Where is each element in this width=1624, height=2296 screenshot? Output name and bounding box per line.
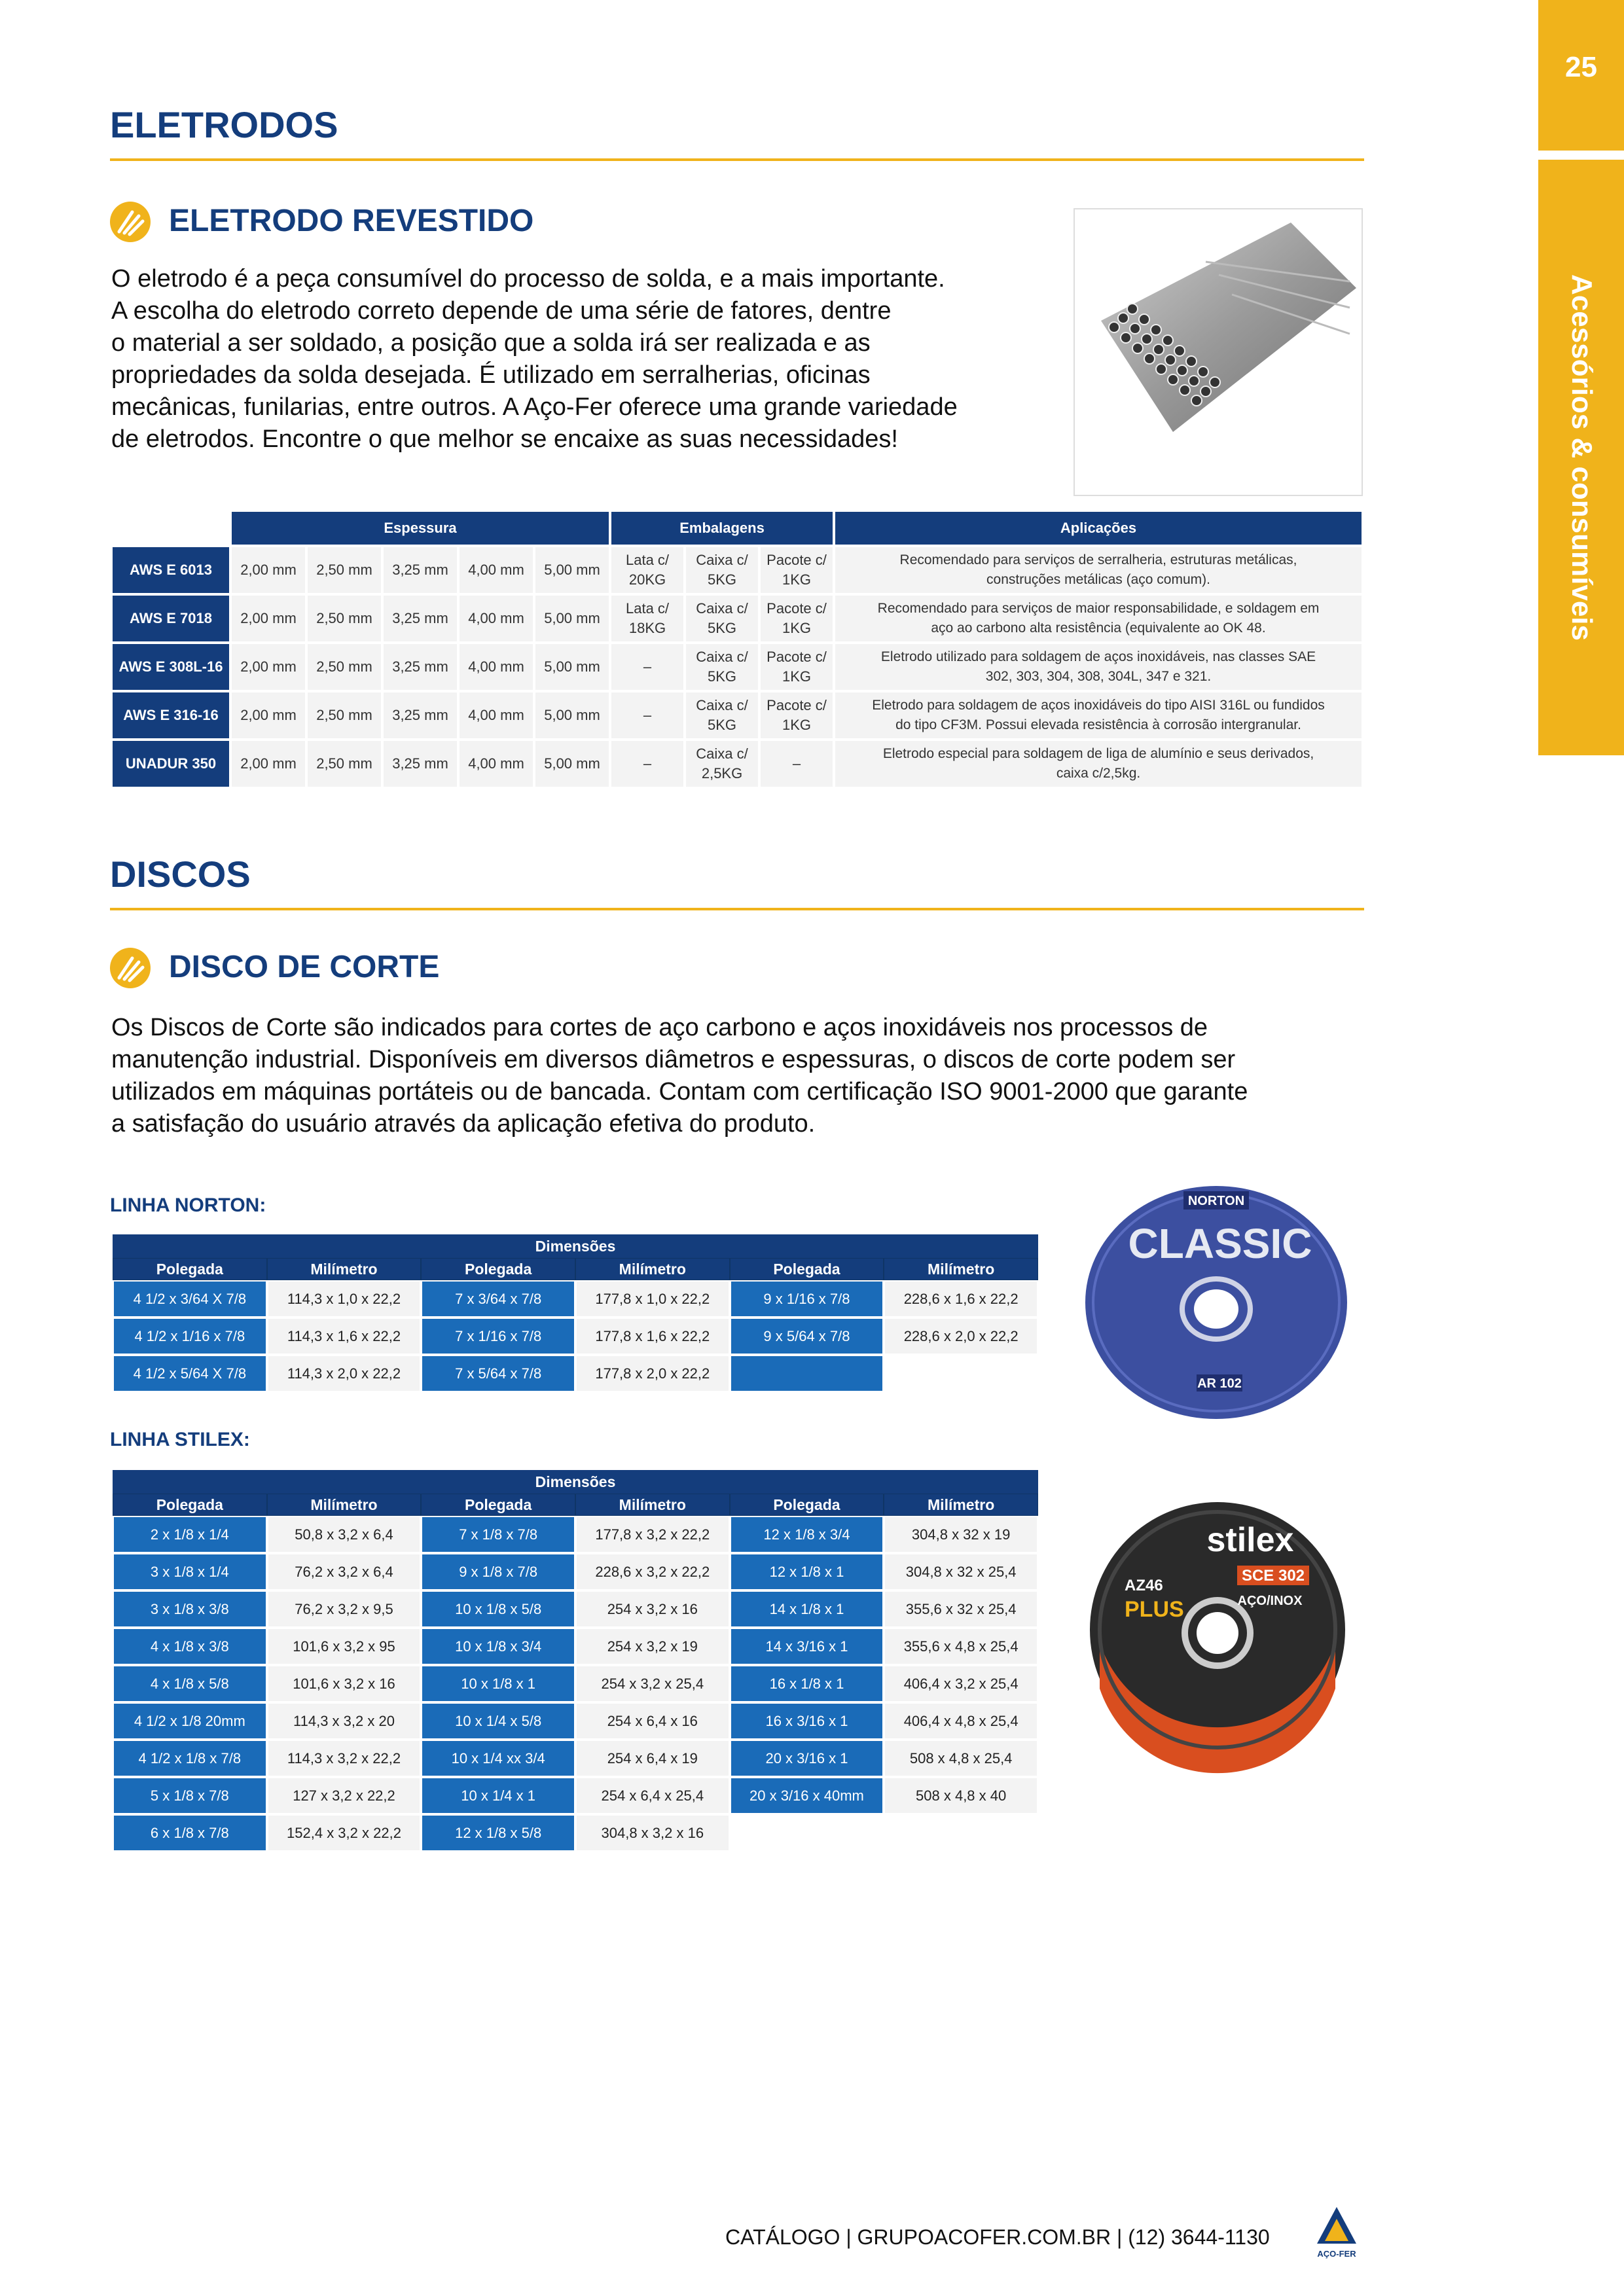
eletrodo-line: o material a ser soldado, a posição que a solda irá ser realizada e as bbox=[111, 329, 871, 357]
polegada-cell: 10 x 1/8 x 5/8 bbox=[421, 1590, 575, 1628]
eletrodo-line: mecânicas, funilarias, entre outros. A Aço-Fer oferece uma grande variedade bbox=[111, 393, 958, 421]
eletrodo-description bbox=[111, 263, 1074, 456]
milimetro-cell: 177,8 x 2,0 x 22,2 bbox=[575, 1355, 730, 1392]
polegada-cell: 9 x 5/64 x 7/8 bbox=[730, 1318, 884, 1355]
pack-line: 1KG bbox=[782, 571, 812, 588]
pack-line: Caixa c/ bbox=[696, 745, 748, 762]
size-cell: 2,50 mm bbox=[308, 596, 381, 641]
table-row bbox=[113, 1280, 1038, 1318]
size-cell: 4,00 mm bbox=[460, 596, 533, 641]
eletrodo-line: O eletrodo é a peça consumível do processo de solda, e a mais importante. bbox=[111, 265, 945, 293]
pack-cell bbox=[761, 547, 833, 593]
polegada-cell: 9 x 1/8 x 7/8 bbox=[421, 1553, 575, 1590]
pack-line: 5KG bbox=[708, 717, 737, 733]
pack-line: 1KG bbox=[782, 668, 812, 685]
pack-line: 5KG bbox=[708, 620, 737, 636]
norton-table bbox=[113, 1234, 1038, 1392]
size-cell: 2,50 mm bbox=[308, 644, 381, 690]
pack-line: Pacote c/ bbox=[767, 697, 827, 713]
size-cell: 4,00 mm bbox=[460, 644, 533, 690]
app-line: do tipo CF3M. Possui elevada resistência à corrosão intergranular. bbox=[895, 717, 1301, 732]
milimetro-cell: 508 x 4,8 x 25,4 bbox=[884, 1740, 1038, 1777]
polegada-cell: 6 x 1/8 x 7/8 bbox=[113, 1814, 267, 1852]
table-row bbox=[113, 1318, 1038, 1355]
table-row bbox=[113, 1553, 1038, 1590]
eletrodo-line: A escolha do eletrodo correto depende de uma série de fatores, dentre bbox=[111, 297, 892, 325]
size-cell: 2,50 mm bbox=[308, 692, 381, 738]
stilex-aco-inox-text: AÇO/INOX bbox=[1237, 1594, 1303, 1608]
milimetro-cell: 228,6 x 3,2 x 22,2 bbox=[575, 1553, 730, 1590]
pack-line: – bbox=[643, 658, 652, 675]
stilex-model-text: SCE 302 bbox=[1241, 1567, 1305, 1585]
milimetro-cell: 355,6 x 4,8 x 25,4 bbox=[884, 1628, 1038, 1665]
electrode-code: UNADUR 350 bbox=[113, 741, 229, 787]
dimensoes-header: Dimensões bbox=[113, 1470, 1038, 1494]
polegada-cell: 9 x 1/16 x 7/8 bbox=[730, 1280, 884, 1318]
milimetro-cell: 355,6 x 32 x 25,4 bbox=[884, 1590, 1038, 1628]
footer-text: CATÁLOGO | GRUPOACOFER.COM.BR | (12) 3644-1130 bbox=[725, 2225, 1270, 2249]
stilex-brand-text: stilex bbox=[1206, 1521, 1294, 1559]
dimensoes-header: Dimensões bbox=[113, 1234, 1038, 1258]
section-title-eletrodos: ELETRODOS bbox=[110, 104, 338, 145]
electrode-code: AWS E 6013 bbox=[113, 547, 229, 593]
milimetro-cell: 254 x 6,4 x 16 bbox=[575, 1702, 730, 1740]
polegada-cell: 4 1/2 x 5/64 X 7/8 bbox=[113, 1355, 267, 1392]
app-line: construções metálicas (aço comum). bbox=[986, 572, 1210, 587]
polegada-cell: 16 x 3/16 x 1 bbox=[730, 1702, 884, 1740]
milimetro-cell: 152,4 x 3,2 x 22,2 bbox=[267, 1814, 422, 1852]
pack-cell bbox=[686, 596, 758, 641]
milimetro-cell: 406,4 x 3,2 x 25,4 bbox=[884, 1665, 1038, 1702]
milimetro-cell: 114,3 x 3,2 x 22,2 bbox=[267, 1740, 422, 1777]
pack-line: 18KG bbox=[628, 620, 666, 636]
table-row bbox=[113, 1590, 1038, 1628]
polegada-cell: 12 x 1/8 x 3/4 bbox=[730, 1516, 884, 1553]
size-cell: 3,25 mm bbox=[384, 741, 457, 787]
polegada-cell: 12 x 1/8 x 1 bbox=[730, 1553, 884, 1590]
table-row bbox=[113, 1628, 1038, 1665]
pack-cell bbox=[761, 644, 833, 690]
table-row bbox=[113, 596, 1362, 641]
stilex-table bbox=[113, 1470, 1038, 1852]
pack-line: Caixa c/ bbox=[696, 649, 748, 665]
milimetro-cell: 304,8 x 32 x 25,4 bbox=[884, 1553, 1038, 1590]
milimetro-cell: 304,8 x 3,2 x 16 bbox=[575, 1814, 730, 1852]
milimetro-cell: 254 x 3,2 x 25,4 bbox=[575, 1665, 730, 1702]
pack-cell bbox=[611, 596, 683, 641]
milimetro-cell bbox=[884, 1355, 1038, 1392]
milimetro-cell: 177,8 x 1,6 x 22,2 bbox=[575, 1318, 730, 1355]
app-line: Eletrodo utilizado para soldagem de aços inoxidáveis, nas classes SAE bbox=[880, 649, 1316, 664]
pack-cell bbox=[686, 644, 758, 690]
col-header: Polegada bbox=[113, 1494, 267, 1516]
size-cell: 5,00 mm bbox=[535, 596, 609, 641]
table-row bbox=[113, 1814, 1038, 1852]
size-cell: 2,00 mm bbox=[232, 596, 305, 641]
pack-line: Caixa c/ bbox=[696, 697, 748, 713]
size-cell: 3,25 mm bbox=[384, 547, 457, 593]
electrode-code: AWS E 316-16 bbox=[113, 692, 229, 738]
polegada-cell: 10 x 1/4 x 5/8 bbox=[421, 1702, 575, 1740]
electrode-photo bbox=[1074, 208, 1363, 496]
pack-line: 5KG bbox=[708, 668, 737, 685]
norton-brand-text: NORTON bbox=[1187, 1194, 1245, 1208]
disco-line: Os Discos de Corte são indicados para cortes de aço carbono e aços inoxidáveis nos processos de bbox=[111, 1014, 1208, 1041]
milimetro-cell: 114,3 x 1,0 x 22,2 bbox=[267, 1280, 422, 1318]
table-row bbox=[113, 692, 1362, 738]
table-row bbox=[113, 1355, 1038, 1392]
stilex-az46-text: AZ46 bbox=[1125, 1577, 1163, 1594]
polegada-cell: 7 x 3/64 x 7/8 bbox=[421, 1280, 575, 1318]
table-row bbox=[113, 1740, 1038, 1777]
table-row bbox=[113, 547, 1362, 593]
norton-model-text: AR 102 bbox=[1197, 1376, 1242, 1391]
col-header: Milímetro bbox=[575, 1258, 730, 1280]
stilex-plus-text: PLUS bbox=[1125, 1597, 1184, 1622]
col-header: Milímetro bbox=[267, 1258, 422, 1280]
col-header: Polegada bbox=[730, 1258, 884, 1280]
size-cell: 3,25 mm bbox=[384, 644, 457, 690]
pack-line: Caixa c/ bbox=[696, 552, 748, 568]
polegada-cell: 12 x 1/8 x 5/8 bbox=[421, 1814, 575, 1852]
pack-cell bbox=[611, 692, 683, 738]
milimetro-cell: 101,6 x 3,2 x 16 bbox=[267, 1665, 422, 1702]
size-cell: 5,00 mm bbox=[535, 741, 609, 787]
pack-line: – bbox=[643, 707, 652, 723]
pack-line: 2,5KG bbox=[701, 765, 743, 781]
eletrodo-table bbox=[110, 509, 1364, 789]
size-cell: 4,00 mm bbox=[460, 692, 533, 738]
size-cell: 3,25 mm bbox=[384, 692, 457, 738]
milimetro-cell: 114,3 x 2,0 x 22,2 bbox=[267, 1355, 422, 1392]
pack-line: Caixa c/ bbox=[696, 600, 748, 617]
polegada-cell bbox=[730, 1355, 884, 1392]
welding-icon bbox=[110, 202, 151, 242]
app-line: Eletrodo para soldagem de aços inoxidáveis do tipo AISI 316L ou fundidos bbox=[872, 698, 1325, 713]
pack-line: – bbox=[792, 755, 801, 772]
polegada-cell: 20 x 3/16 x 40mm bbox=[730, 1777, 884, 1814]
milimetro-cell: 76,2 x 3,2 x 6,4 bbox=[267, 1553, 422, 1590]
application-cell bbox=[835, 596, 1362, 641]
application-cell bbox=[835, 547, 1362, 593]
pack-line: 1KG bbox=[782, 620, 812, 636]
polegada-cell: 4 1/2 x 3/64 X 7/8 bbox=[113, 1280, 267, 1318]
col-header: Polegada bbox=[421, 1258, 575, 1280]
empty-cell bbox=[730, 1814, 884, 1852]
norton-disc-photo bbox=[1079, 1178, 1354, 1427]
milimetro-cell: 101,6 x 3,2 x 95 bbox=[267, 1628, 422, 1665]
milimetro-cell: 114,3 x 3,2 x 20 bbox=[267, 1702, 422, 1740]
milimetro-cell: 127 x 3,2 x 22,2 bbox=[267, 1777, 422, 1814]
section-title-discos: DISCOS bbox=[110, 853, 251, 895]
polegada-cell: 20 x 3/16 x 1 bbox=[730, 1740, 884, 1777]
pack-cell bbox=[686, 741, 758, 787]
pack-line: – bbox=[643, 755, 652, 772]
polegada-cell: 4 1/2 x 1/16 x 7/8 bbox=[113, 1318, 267, 1355]
milimetro-cell: 254 x 6,4 x 25,4 bbox=[575, 1777, 730, 1814]
size-cell: 5,00 mm bbox=[535, 547, 609, 593]
pack-line: 20KG bbox=[628, 571, 666, 588]
electrode-code: AWS E 7018 bbox=[113, 596, 229, 641]
app-line: aço ao carbono alta resistência (equivalente ao OK 48. bbox=[931, 620, 1266, 636]
application-cell bbox=[835, 644, 1362, 690]
logo-text: AÇO-FER bbox=[1317, 2249, 1356, 2259]
size-cell: 2,00 mm bbox=[232, 547, 305, 593]
table-row bbox=[113, 644, 1362, 690]
pack-cell bbox=[686, 547, 758, 593]
welding-icon bbox=[110, 948, 151, 988]
col-header: Milímetro bbox=[884, 1494, 1038, 1516]
linha-stilex-title: LINHA STILEX: bbox=[110, 1429, 250, 1450]
app-line: Recomendado para serviços de serralheria, estruturas metálicas, bbox=[899, 552, 1297, 567]
subtitle-disco-de-corte: DISCO DE CORTE bbox=[169, 950, 440, 984]
acofer-logo bbox=[1313, 2204, 1360, 2262]
stilex-disc-photo bbox=[1074, 1492, 1362, 1780]
app-line: Eletrodo especial para soldagem de liga de alumínio e seus derivados, bbox=[882, 746, 1314, 761]
pack-line: 1KG bbox=[782, 717, 812, 733]
col-header: Polegada bbox=[730, 1494, 884, 1516]
pack-cell bbox=[686, 692, 758, 738]
col-header: Milímetro bbox=[267, 1494, 422, 1516]
polegada-cell: 10 x 1/4 x 1 bbox=[421, 1777, 575, 1814]
milimetro-cell: 508 x 4,8 x 40 bbox=[884, 1777, 1038, 1814]
disco-line: utilizados em máquinas portáteis ou de bancada. Contam com certificação ISO 9001-2000 que garante bbox=[111, 1078, 1248, 1105]
pack-line: Pacote c/ bbox=[767, 600, 827, 617]
application-cell bbox=[835, 741, 1362, 787]
size-cell: 4,00 mm bbox=[460, 547, 533, 593]
polegada-cell: 14 x 3/16 x 1 bbox=[730, 1628, 884, 1665]
pack-line: Lata c/ bbox=[626, 552, 670, 568]
pack-cell bbox=[611, 741, 683, 787]
pack-cell bbox=[611, 644, 683, 690]
pack-line: 5KG bbox=[708, 571, 737, 588]
polegada-cell: 3 x 1/8 x 1/4 bbox=[113, 1553, 267, 1590]
milimetro-cell: 304,8 x 32 x 19 bbox=[884, 1516, 1038, 1553]
milimetro-cell: 76,2 x 3,2 x 9,5 bbox=[267, 1590, 422, 1628]
polegada-cell: 14 x 1/8 x 1 bbox=[730, 1590, 884, 1628]
polegada-cell: 7 x 1/8 x 7/8 bbox=[421, 1516, 575, 1553]
pack-cell bbox=[611, 547, 683, 593]
application-cell bbox=[835, 692, 1362, 738]
eletrodo-line: de eletrodos. Encontre o que melhor se encaixe as suas necessidades! bbox=[111, 425, 898, 453]
size-cell: 4,00 mm bbox=[460, 741, 533, 787]
header-embalagens: Embalagens bbox=[611, 512, 833, 545]
polegada-cell: 10 x 1/8 x 3/4 bbox=[421, 1628, 575, 1665]
pack-cell bbox=[761, 692, 833, 738]
header-espessura: Espessura bbox=[232, 512, 609, 545]
app-line: 302, 303, 304, 308, 304L, 347 e 321. bbox=[985, 669, 1212, 684]
pack-cell bbox=[761, 596, 833, 641]
pack-line: Pacote c/ bbox=[767, 552, 827, 568]
polegada-cell: 10 x 1/8 x 1 bbox=[421, 1665, 575, 1702]
table-row bbox=[113, 741, 1362, 787]
stilex-body bbox=[113, 1516, 1038, 1852]
norton-classic-text: CLASSIC bbox=[1128, 1220, 1312, 1267]
milimetro-cell: 254 x 3,2 x 19 bbox=[575, 1628, 730, 1665]
eletrodo-line: propriedades da solda desejada. É utilizado em serralherias, oficinas bbox=[111, 361, 871, 389]
empty-header bbox=[113, 512, 229, 545]
polegada-cell: 7 x 1/16 x 7/8 bbox=[421, 1318, 575, 1355]
app-line: caixa c/2,5kg. bbox=[1056, 766, 1141, 781]
col-header: Milímetro bbox=[884, 1258, 1038, 1280]
size-cell: 2,00 mm bbox=[232, 644, 305, 690]
page-number-box bbox=[1538, 0, 1624, 151]
size-cell: 2,00 mm bbox=[232, 741, 305, 787]
milimetro-cell: 114,3 x 1,6 x 22,2 bbox=[267, 1318, 422, 1355]
disco-description bbox=[111, 1012, 1368, 1140]
section-rule bbox=[110, 908, 1364, 910]
pack-line: Lata c/ bbox=[626, 600, 670, 617]
size-cell: 2,00 mm bbox=[232, 692, 305, 738]
polegada-cell: 5 x 1/8 x 7/8 bbox=[113, 1777, 267, 1814]
milimetro-cell: 254 x 3,2 x 16 bbox=[575, 1590, 730, 1628]
size-cell: 2,50 mm bbox=[308, 547, 381, 593]
milimetro-cell: 177,8 x 3,2 x 22,2 bbox=[575, 1516, 730, 1553]
disco-line: manutenção industrial. Disponíveis em diversos diâmetros e espessuras, o discos de corte podem ser bbox=[111, 1046, 1236, 1073]
milimetro-cell: 228,6 x 1,6 x 22,2 bbox=[884, 1280, 1038, 1318]
milimetro-cell: 50,8 x 3,2 x 6,4 bbox=[267, 1516, 422, 1553]
polegada-cell: 4 x 1/8 x 3/8 bbox=[113, 1628, 267, 1665]
size-cell: 2,50 mm bbox=[308, 741, 381, 787]
polegada-cell: 3 x 1/8 x 3/8 bbox=[113, 1590, 267, 1628]
polegada-cell: 4 x 1/8 x 5/8 bbox=[113, 1665, 267, 1702]
polegada-cell: 4 1/2 x 1/8 20mm bbox=[113, 1702, 267, 1740]
section-rule bbox=[110, 158, 1364, 161]
milimetro-cell: 177,8 x 1,0 x 22,2 bbox=[575, 1280, 730, 1318]
col-header: Milímetro bbox=[575, 1494, 730, 1516]
polegada-cell: 2 x 1/8 x 1/4 bbox=[113, 1516, 267, 1553]
milimetro-cell: 254 x 6,4 x 19 bbox=[575, 1740, 730, 1777]
milimetro-cell: 406,4 x 4,8 x 25,4 bbox=[884, 1702, 1038, 1740]
col-header: Polegada bbox=[421, 1494, 575, 1516]
table-row bbox=[113, 1777, 1038, 1814]
size-cell: 5,00 mm bbox=[535, 644, 609, 690]
page-number: 25 bbox=[1565, 51, 1597, 83]
col-header: Polegada bbox=[113, 1258, 267, 1280]
linha-norton-title: LINHA NORTON: bbox=[110, 1194, 266, 1216]
empty-cell bbox=[884, 1814, 1038, 1852]
subtitle-eletrodo-revestido: ELETRODO REVESTIDO bbox=[169, 204, 534, 238]
polegada-cell: 7 x 5/64 x 7/8 bbox=[421, 1355, 575, 1392]
header-aplicacoes: Aplicações bbox=[835, 512, 1362, 545]
pack-cell bbox=[761, 741, 833, 787]
table-row bbox=[113, 1702, 1038, 1740]
polegada-cell: 10 x 1/4 xx 3/4 bbox=[421, 1740, 575, 1777]
size-cell: 3,25 mm bbox=[384, 596, 457, 641]
milimetro-cell: 228,6 x 2,0 x 22,2 bbox=[884, 1318, 1038, 1355]
side-tab bbox=[1538, 160, 1624, 755]
side-tab-label: Acessórios & consumíveis bbox=[1565, 274, 1598, 641]
pack-line: Pacote c/ bbox=[767, 649, 827, 665]
size-cell: 5,00 mm bbox=[535, 692, 609, 738]
app-line: Recomendado para serviços de maior responsabilidade, e soldagem em bbox=[877, 601, 1320, 616]
disco-line: a satisfação do usuário através da aplicação efetiva do produto. bbox=[111, 1110, 816, 1138]
table-row bbox=[113, 1516, 1038, 1553]
table-row bbox=[113, 1665, 1038, 1702]
polegada-cell: 4 1/2 x 1/8 x 7/8 bbox=[113, 1740, 267, 1777]
electrode-code: AWS E 308L-16 bbox=[113, 644, 229, 690]
polegada-cell: 16 x 1/8 x 1 bbox=[730, 1665, 884, 1702]
